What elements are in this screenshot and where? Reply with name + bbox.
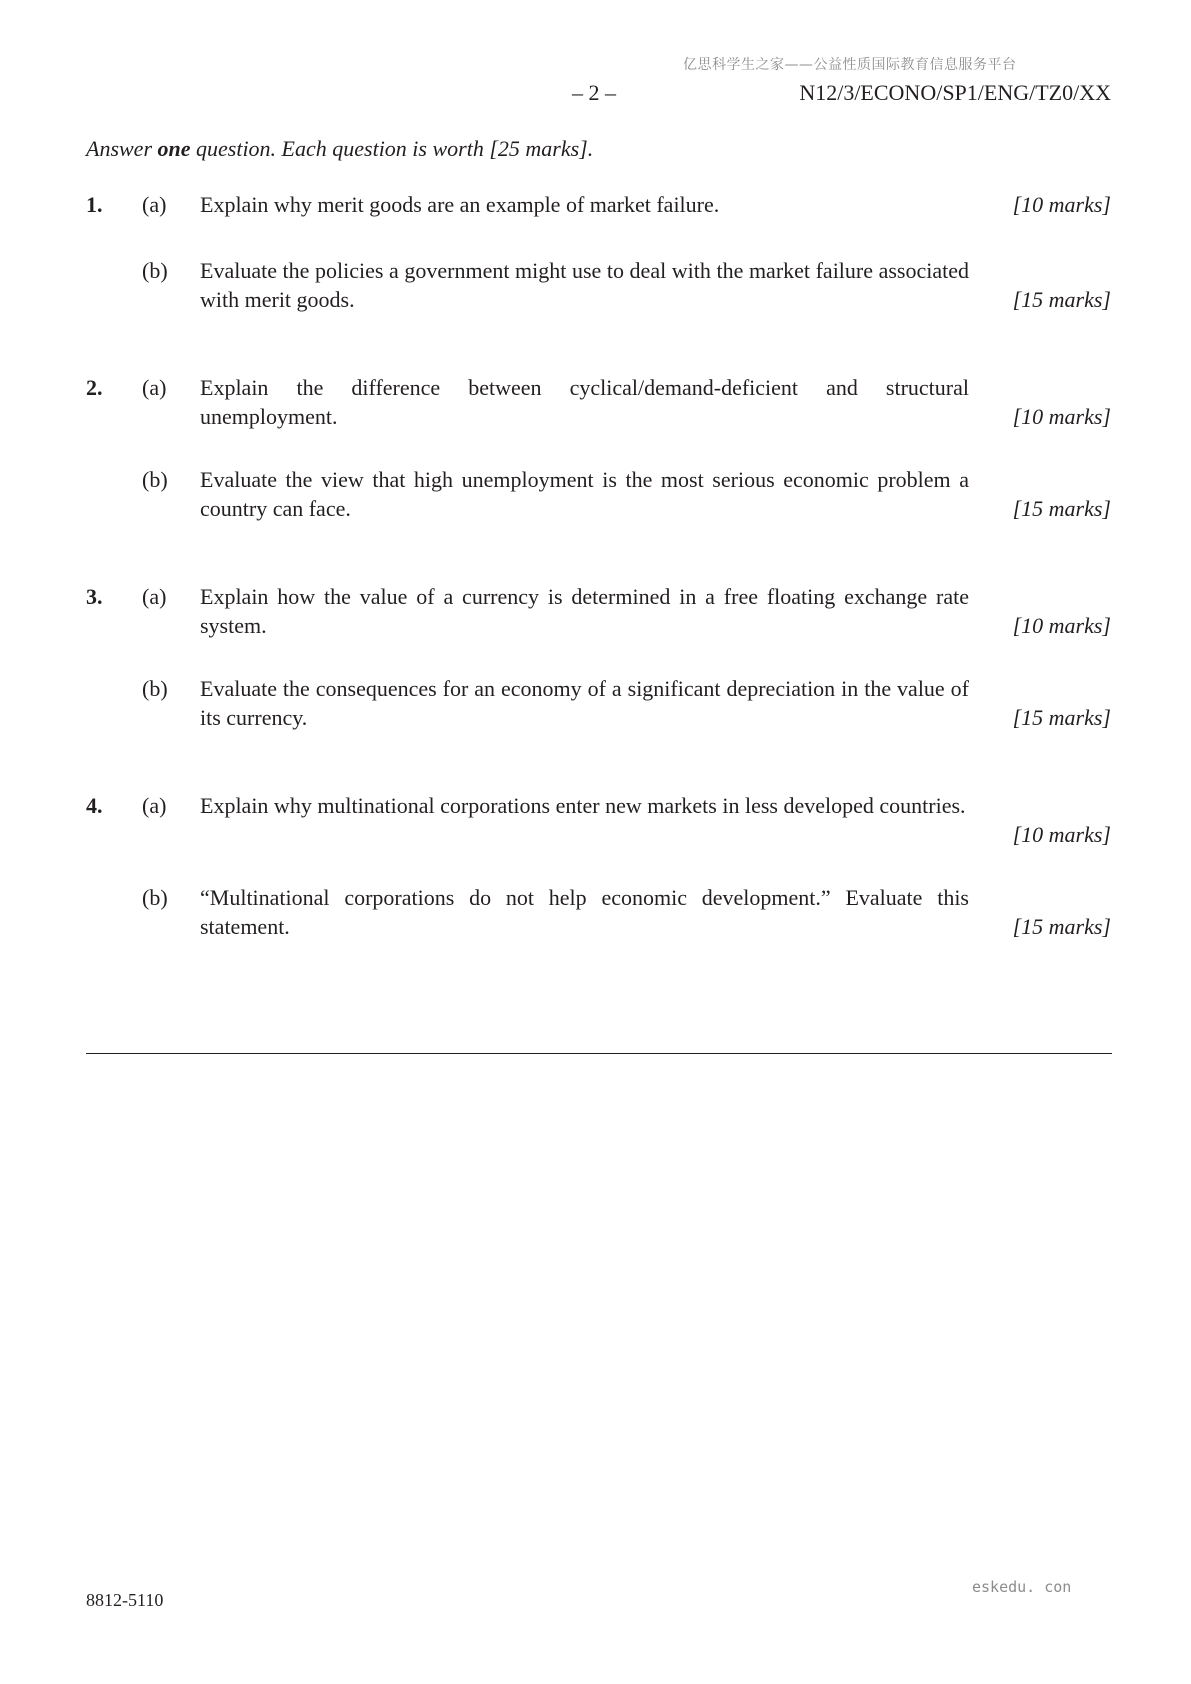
part-text: Explain the difference between cyclical/demand-deficient and structural unemployment.	[200, 375, 969, 429]
footer-site: eskedu. con	[972, 1578, 1072, 1596]
part-label: (a)	[142, 793, 167, 818]
marks-label: [15 marks]	[1012, 496, 1111, 521]
part-label: (a)	[142, 584, 167, 609]
page-number: – 2 –	[572, 80, 616, 105]
part-label: (b)	[142, 885, 168, 910]
part-label: (b)	[142, 676, 168, 701]
horizontal-rule	[86, 1053, 1112, 1054]
marks-label: [10 marks]	[1012, 822, 1111, 847]
part-label: (b)	[142, 258, 168, 283]
question-number: 4.	[86, 793, 103, 818]
part-label: (b)	[142, 467, 168, 492]
part-text: Evaluate the consequences for an economy of a significant depreciation in the value of its currency.	[200, 676, 969, 730]
watermark-text: 亿思科学生之家——公益性质国际教育信息服务平台	[683, 57, 1017, 73]
marks-label: [10 marks]	[1012, 192, 1111, 217]
marks-label: [15 marks]	[1012, 914, 1111, 939]
part-text: Evaluate the policies a government might use to deal with the market failure associated with merit goods.	[200, 258, 969, 312]
part-text: Evaluate the view that high unemployment is the most serious economic problem a country can face.	[200, 467, 969, 521]
instructions-after: question. Each question is worth [25 marks].	[190, 136, 594, 161]
marks-label: [15 marks]	[1012, 287, 1111, 312]
marks-label: [10 marks]	[1012, 404, 1111, 429]
part-label: (a)	[142, 375, 167, 400]
part-text: “Multinational corporations do not help economic development.” Evaluate this statement.	[200, 885, 969, 939]
marks-label: [15 marks]	[1012, 705, 1111, 730]
instructions-before: Answer	[86, 136, 158, 161]
question-number: 3.	[86, 584, 103, 609]
question-number: 1.	[86, 192, 103, 217]
paper-code: N12/3/ECONO/SP1/ENG/TZ0/XX	[799, 80, 1111, 105]
part-text: Explain why merit goods are an example of market failure.	[200, 192, 720, 217]
question-number: 2.	[86, 375, 103, 400]
part-text: Explain how the value of a currency is determined in a free floating exchange rate system.	[200, 584, 969, 638]
instructions	[86, 136, 593, 162]
part-label: (a)	[142, 192, 167, 217]
part-text: Explain why multinational corporations enter new markets in less developed countries.	[200, 793, 966, 818]
instructions-emphasis: one	[157, 136, 191, 161]
marks-label: [10 marks]	[1012, 613, 1111, 638]
footer-code: 8812-5110	[86, 1590, 164, 1610]
